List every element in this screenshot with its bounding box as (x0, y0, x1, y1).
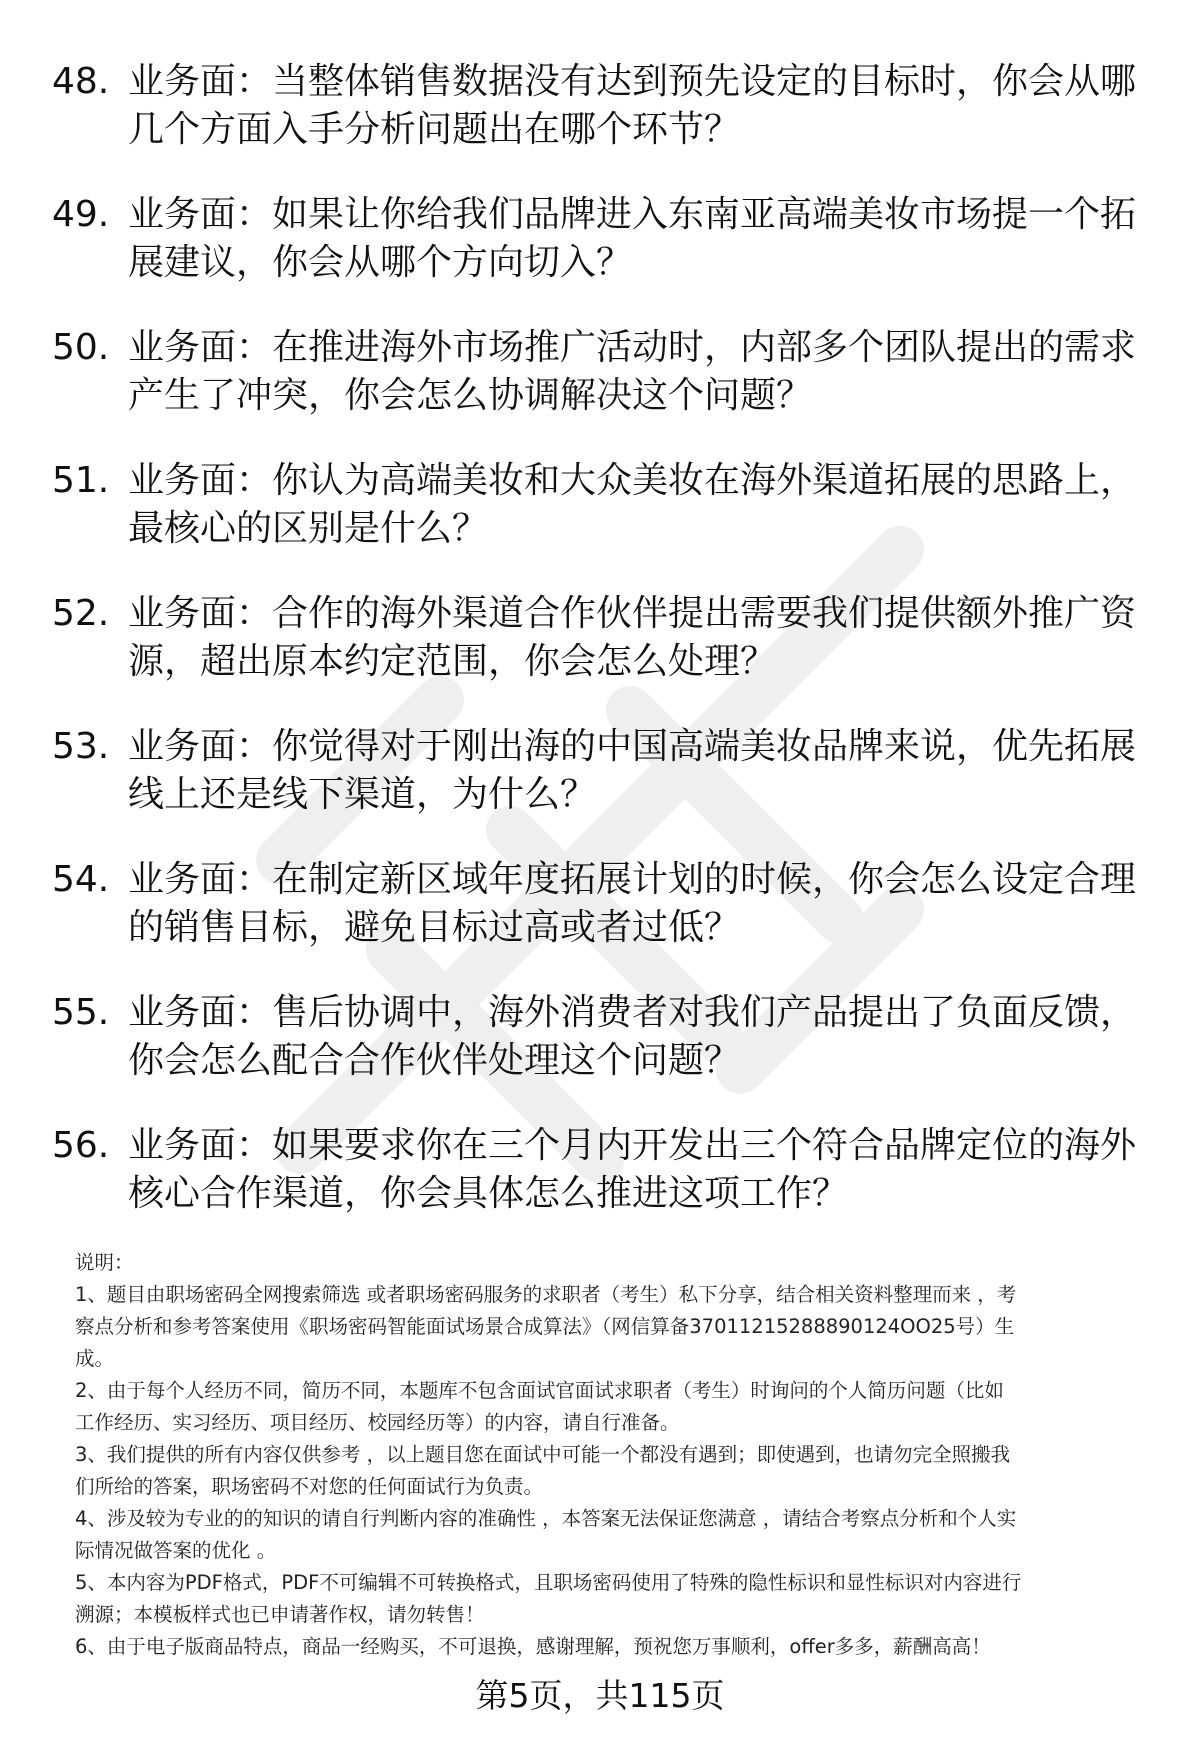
question-text-line: 业务面：你认为高端美妆和大众美妆在海外渠道拓展的思路上， (128, 460, 1137, 501)
question-text-line: 业务面：在制定新区域年度拓展计划的时候，你会怎么设定合理 (128, 859, 1137, 900)
question-number: 56. (52, 1125, 110, 1166)
question-item (52, 58, 1162, 191)
note-line: 们所给的答案，职场密码不对您的任何面试行为负责。 (75, 1475, 544, 1498)
question-item (52, 324, 1162, 457)
note-line: 工作经历、实习经历、项目经历、校园经历等）的内容，请自行准备。 (75, 1411, 680, 1434)
note-line: 溯源；本模板样式也已申请著作权，请勿转售！ (75, 1603, 485, 1626)
question-item (52, 1122, 1162, 1255)
question-item (52, 856, 1162, 989)
question-text-line: 业务面：在推进海外市场推广活动时，内部多个团队提出的需求 (128, 327, 1137, 368)
question-number: 53. (52, 726, 110, 767)
question-text-line: 业务面：如果要求你在三个月内开发出三个符合品牌定位的海外 (128, 1125, 1137, 1166)
note-line: 4、涉及较为专业的的知识的请自行判断内容的准确性 ，本答案无法保证您满意 ，请结合考察点分析和个人实 (75, 1507, 1017, 1530)
question-text-line: 业务面：当整体销售数据没有达到预先设定的目标时，你会从哪 (128, 61, 1137, 102)
question-text-line: 业务面：合作的海外渠道合作伙伴提出需要我们提供额外推广资 (128, 593, 1137, 634)
note-line: 1、题目由职场密码全网搜索筛选 或者职场密码服务的求职者（考生）私下分享，结合相关资料整理而来 ，考 (75, 1283, 1017, 1306)
note-line: 2、由于每个人经历不同，简历不同，本题库不包含面试官面试求职者（考生）时询问的个人简历问题（比如 (75, 1379, 1004, 1402)
question-text-line: 你会怎么配合合作伙伴处理这个问题？ (128, 1040, 741, 1081)
question-number: 55. (52, 992, 110, 1033)
notes-title: 说明： (75, 1251, 134, 1274)
question-item (52, 989, 1162, 1122)
question-text-line: 产生了冲突，你会怎么协调解决这个问题？ (128, 375, 813, 416)
question-item (52, 723, 1162, 856)
question-text-line: 业务面：如果让你给我们品牌进入东南亚高端美妆市场提一个拓 (128, 194, 1137, 235)
question-item (52, 457, 1162, 590)
note-line: 3、我们提供的所有内容仅供参考 ，以上题目您在面试中可能一个都没有遇到；即使遇到，也请勿完全照搬我 (75, 1443, 1011, 1466)
note-line: 6、由于电子版商品特点，商品一经购买，不可退换，感谢理解，预祝您万事顺利，offer多多，薪酬高高！ (75, 1635, 991, 1658)
note-line: 5、本内容为PDF格式，PDF不可编辑不可转换格式，且职场密码使用了特殊的隐性标识和显性标识对内容进行 (75, 1571, 1022, 1594)
question-number: 54. (52, 859, 110, 900)
question-text-line: 最核心的区别是什么？ (128, 508, 489, 549)
question-text-line: 业务面：你觉得对于刚出海的中国高端美妆品牌来说，优先拓展 (128, 726, 1137, 767)
question-list (52, 58, 1162, 1255)
question-number: 51. (52, 460, 110, 501)
question-text-line: 业务面：售后协调中，海外消费者对我们产品提出了负面反馈， (128, 992, 1137, 1033)
question-number: 52. (52, 593, 110, 634)
question-item (52, 590, 1162, 723)
question-text-line: 的销售目标，避免目标过高或者过低？ (128, 907, 741, 948)
question-text-line: 线上还是线下渠道，为什么？ (128, 774, 597, 815)
question-text-line: 展建议，你会从哪个方向切入？ (128, 242, 633, 283)
note-line: 成。 (75, 1347, 115, 1370)
question-item (52, 191, 1162, 324)
question-text-line: 源，超出原本约定范围，你会怎么处理？ (128, 641, 777, 682)
question-number: 50. (52, 327, 110, 368)
question-text-line: 核心合作渠道，你会具体怎么推进这项工作？ (128, 1173, 849, 1214)
notes-section (75, 1247, 1165, 1663)
question-number: 48. (52, 61, 110, 102)
note-line: 察点分析和参考答案使用《职场密码智能面试场景合成算法》（网信算备37011215288890124OO25号）生 (75, 1315, 1015, 1338)
note-line: 际情况做答案的优化 。 (75, 1539, 277, 1562)
question-text-line: 几个方面入手分析问题出在哪个环节？ (128, 109, 741, 150)
page-number-footer: 第5页，共115页 (475, 1676, 725, 1715)
question-number: 49. (52, 194, 110, 235)
